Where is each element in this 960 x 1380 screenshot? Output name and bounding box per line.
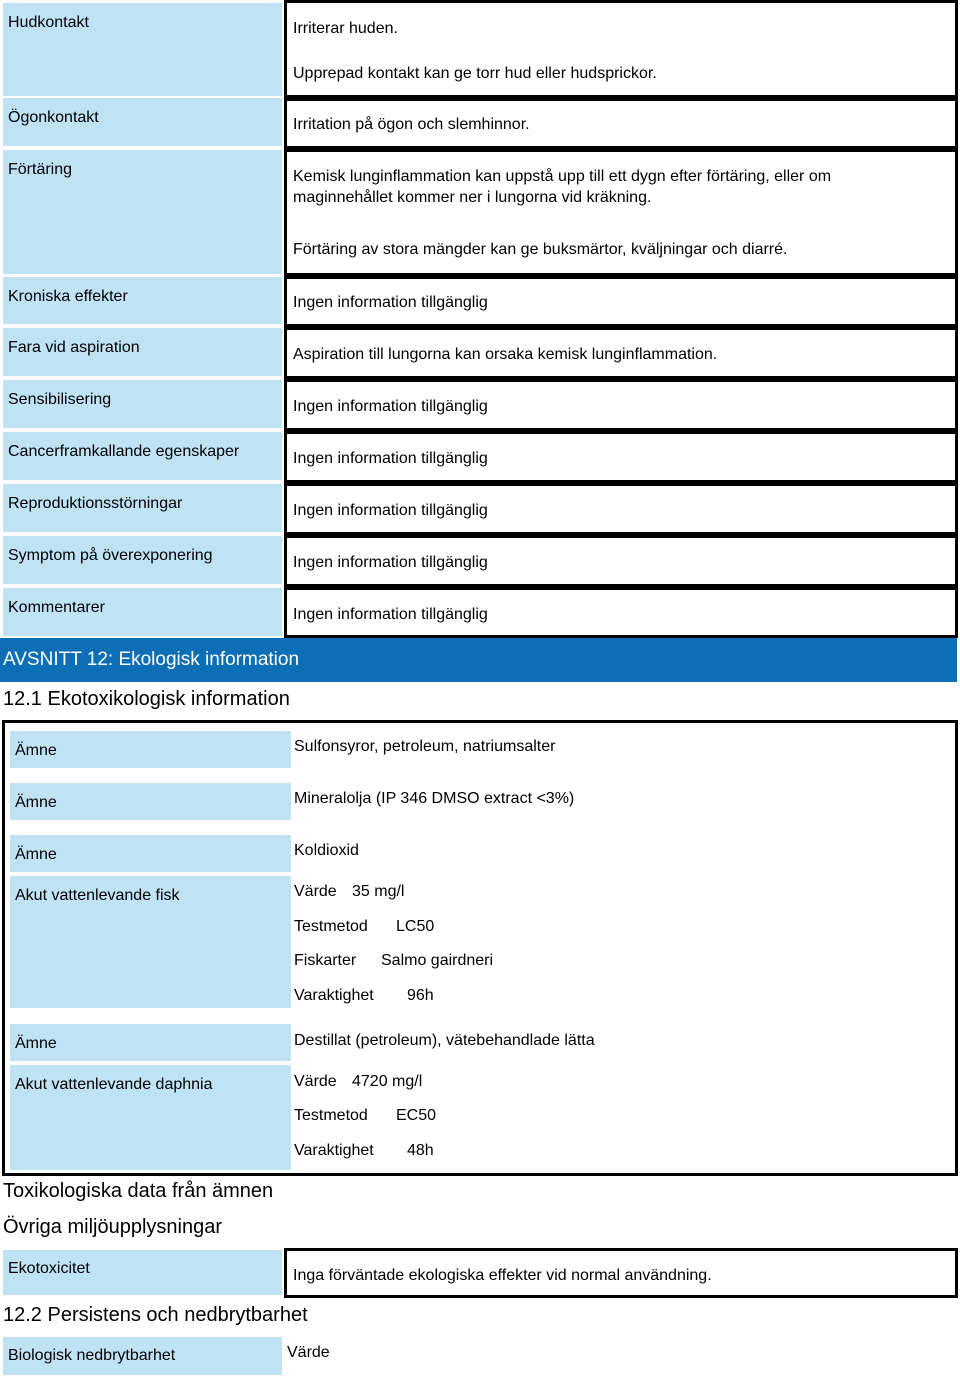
fish-method-label: Testmetod	[294, 918, 368, 935]
row-label-aspiration-hazard: Fara vid aspiration	[3, 328, 282, 376]
row-label-eye-contact: Ögonkontakt	[3, 98, 282, 146]
value-line: Upprepad kontakt kan ge torr hud eller hudsprickor.	[293, 65, 657, 82]
row-value-ingestion	[284, 149, 958, 276]
substance-label: Ämne	[10, 835, 291, 872]
subsection-12-1-heading: 12.1 Ekotoxikologisk information	[3, 688, 290, 710]
daphnia-method: EC50	[396, 1107, 437, 1124]
value-line: Förtäring av stora mängder kan ge buksmärtor, kväljningar och diarré.	[293, 241, 788, 258]
subsection-12-2-heading: 12.2 Persistens och nedbrytbarhet	[3, 1304, 308, 1326]
ecotoxicity-value: Inga förväntade ekologiska effekter vid normal användning.	[293, 1267, 712, 1284]
fish-duration-label: Varaktighet	[294, 987, 374, 1004]
row-value-skin-contact	[284, 0, 958, 98]
daphnia-value: 4720 mg/l	[352, 1073, 423, 1090]
substance-label: Ämne	[10, 1024, 291, 1061]
daphnia-method-label: Testmetod	[294, 1107, 368, 1124]
row-value-chronic-effects	[284, 276, 958, 327]
substance-label: Ämne	[10, 731, 291, 768]
substance-label: Ämne	[10, 783, 291, 820]
fish-species-label: Fiskarter	[294, 952, 357, 969]
row-label-comments: Kommentarer	[3, 588, 282, 636]
row-label-overexposure-symptoms: Symptom på överexponering	[3, 536, 282, 584]
acute-fish-label: Akut vattenlevande fisk	[10, 876, 291, 1008]
ecotoxicity-value-box	[284, 1248, 958, 1298]
substance-name: Mineralolja (IP 346 DMSO extract <3%)	[294, 790, 575, 807]
fish-value: 35 mg/l	[352, 883, 405, 900]
ecotoxicity-label: Ekotoxicitet	[3, 1250, 282, 1295]
value-line: Ingen information tillgänglig	[293, 502, 488, 519]
daphnia-value-label: Värde	[294, 1073, 337, 1090]
value-line: Ingen information tillgänglig	[293, 554, 488, 571]
daphnia-duration-label: Varaktighet	[294, 1142, 374, 1159]
row-value-comments	[284, 587, 958, 638]
value-line: Ingen information tillgänglig	[293, 606, 488, 623]
row-label-chronic-effects: Kroniska effekter	[3, 277, 282, 324]
value-line: Ingen information tillgänglig	[293, 294, 488, 311]
row-label-ingestion: Förtäring	[3, 150, 282, 274]
ecotox-block	[2, 720, 958, 1176]
other-env-info-heading: Övriga miljöupplysningar	[3, 1216, 222, 1238]
fish-duration: 96h	[407, 987, 434, 1004]
value-line: Ingen information tillgänglig	[293, 398, 488, 415]
value-line: maginnehållet kommer ner i lungorna vid kräkning.	[293, 189, 652, 206]
biodegradability-value-label: Värde	[287, 1344, 330, 1361]
substance-name: Koldioxid	[294, 842, 359, 859]
row-value-sensitisation	[284, 379, 958, 431]
daphnia-duration: 48h	[407, 1142, 434, 1159]
section-title: AVSNITT 12: Ekologisk information	[3, 649, 300, 670]
section-12-header	[0, 638, 957, 682]
row-value-eye-contact	[284, 98, 958, 149]
biodegradability-label: Biologisk nedbrytbarhet	[3, 1337, 282, 1375]
row-value-aspiration-hazard	[284, 327, 958, 379]
tox-data-heading: Toxikologiska data från ämnen	[3, 1180, 274, 1202]
row-value-reproductive-toxicity	[284, 483, 958, 535]
row-value-carcinogenicity	[284, 431, 958, 483]
value-line: Irritation på ögon och slemhinnor.	[293, 116, 530, 133]
row-label-skin-contact: Hudkontakt	[3, 3, 282, 96]
fish-method: LC50	[396, 918, 435, 935]
substance-name: Destillat (petroleum), vätebehandlade lätta	[294, 1032, 595, 1049]
value-line: Irriterar huden.	[293, 20, 398, 37]
value-line: Aspiration till lungorna kan orsaka kemisk lunginflammation.	[293, 346, 718, 363]
substance-name: Sulfonsyror, petroleum, natriumsalter	[294, 738, 556, 755]
acute-daphnia-label: Akut vattenlevande daphnia	[10, 1065, 291, 1170]
fish-species: Salmo gairdneri	[381, 952, 494, 969]
row-label-sensitisation: Sensibilisering	[3, 380, 282, 428]
value-line: Kemisk lunginflammation kan uppstå upp till ett dygn efter förtäring, eller om	[293, 168, 832, 185]
row-label-carcinogenicity: Cancerframkallande egenskaper	[3, 432, 282, 480]
row-label-reproductive-toxicity: Reproduktionsstörningar	[3, 484, 282, 532]
row-value-overexposure-symptoms	[284, 535, 958, 587]
fish-value-label: Värde	[294, 883, 337, 900]
value-line: Ingen information tillgänglig	[293, 450, 488, 467]
